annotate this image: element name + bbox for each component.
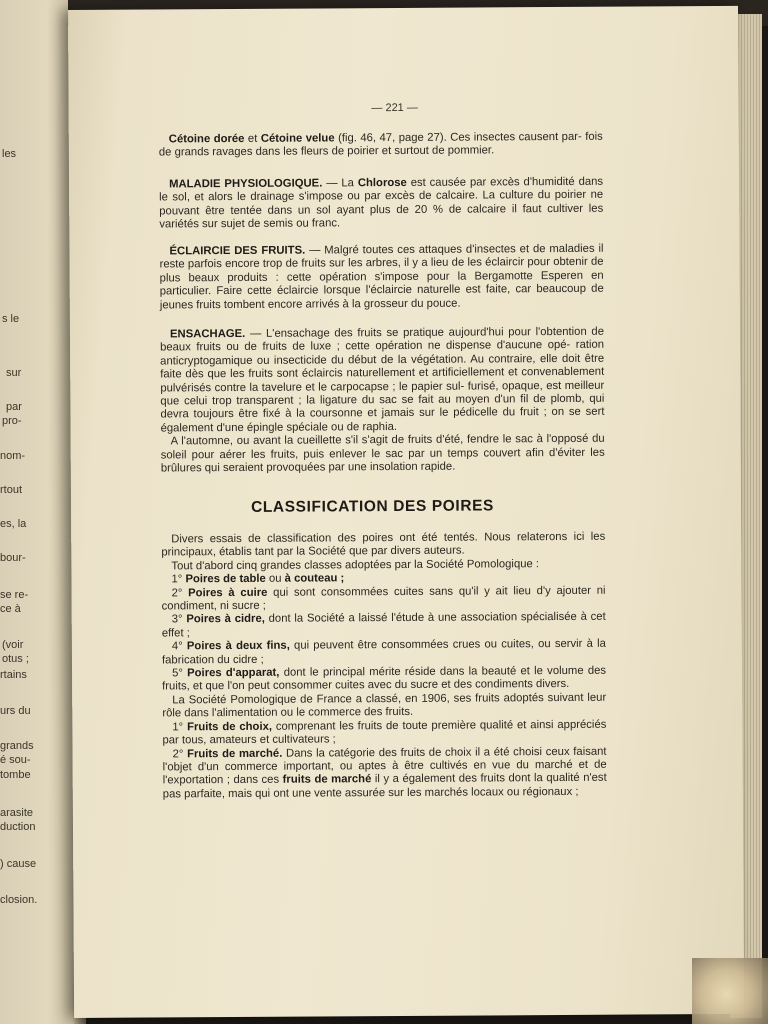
item-term: Poires à deux fins, <box>186 639 290 653</box>
item-text: dont la Société a laissé l'étude à une association spécialisée à cet effet ; <box>161 611 606 640</box>
ensachage-heading: ENSACHAGE. <box>169 327 246 341</box>
item-number: 4° <box>171 640 187 653</box>
item-term: Poires à cidre, <box>186 613 265 626</box>
class-item <box>162 665 606 695</box>
left-fragment: urs du <box>0 705 31 717</box>
left-fragment: es, la <box>0 518 27 530</box>
term-cetoine-doree: Cétoine dorée <box>168 132 245 146</box>
left-fragment: é sou- <box>0 754 31 766</box>
ensachage-paragraph-2: A l'automne, ou avant la cueillette s'il s'agit de fruits d'été, fendre le sac à l'opposé du soleil pour aérer les fruits, puis enlever le sac par un temps couvert afin d'éviter les brûlures qui seraient provoquées par une insolation rapide. <box>160 432 605 475</box>
left-fragment: grands <box>0 740 34 752</box>
intro-et: et <box>244 132 261 145</box>
item-mid: ou <box>265 572 285 586</box>
left-fragment: tombe <box>0 769 31 781</box>
left-fragment: par <box>6 401 22 413</box>
maladie-heading: MALADIE PHYSIOLOGIQUE. <box>169 177 323 191</box>
eclaircie-paragraph <box>159 243 603 313</box>
item-number: 2° <box>171 586 189 600</box>
classification-body <box>161 531 607 802</box>
left-fragment: pro- <box>2 415 22 427</box>
item-term-2: à couteau ; <box>284 572 345 585</box>
item-term: Fruits de choix, <box>187 720 273 733</box>
item-term: Fruits de marché. <box>187 747 283 760</box>
classification-classes-intro: Tout d'abord cinq grandes classes adoptées par la Société Pomologique : <box>171 557 540 573</box>
item-term: Poires de table <box>185 573 266 586</box>
left-fragment: sur <box>6 367 22 379</box>
item-text: dont le principal mérite réside dans la beauté et le volume des fruits, et que l'on peut consommer cuites avec du sucre et des condiments divers. <box>162 664 607 693</box>
item-number: 3° <box>171 613 187 626</box>
item-term: Poires d'apparat, <box>187 666 280 680</box>
item-text-2: il y a également des fruits dont la qualité n'est pas parfaite, mais qui ont une vente assurée sur les marchés locaux ou régionaux ; <box>162 772 607 801</box>
term-chlorose: Chlorose <box>357 176 407 190</box>
left-fragment: nom- <box>0 450 26 462</box>
intro-paragraph <box>159 131 603 161</box>
fruits-de-choix-item <box>162 718 606 748</box>
left-fragment: otus ; <box>2 653 29 665</box>
maladie-text: est causée par excès d'humidité dans le sol, et alors le drainage s'impose ou par excès de calcaire. La culture du poirier ne pouvant être tentée dans un sol ayant plus de 20 % de calcaire il faut cultiver les variétés sur sujet de semis ou franc. <box>159 175 604 231</box>
item-number: 1° <box>172 720 188 734</box>
maladie-paragraph <box>159 176 603 232</box>
item-number: 2° <box>172 747 188 760</box>
left-fragment: rtains <box>0 669 27 681</box>
left-fragment: s le <box>2 313 20 325</box>
left-fragment: les <box>2 148 17 160</box>
pomologique-1906-paragraph: La Société Pomologique de France a classé, en 1906, ses fruits adoptés suivant leur rôle dans l'alimentation ou le commerce des fruits. <box>162 691 607 720</box>
item-text: comprenant les fruits de toute première qualité et ainsi appréciés par tous, amateurs et cultivateurs ; <box>162 718 607 747</box>
class-item <box>162 584 606 614</box>
left-fragment: arasite <box>0 807 34 819</box>
left-fragment: ce à <box>0 603 21 615</box>
class-item <box>162 638 606 668</box>
class-item <box>162 611 606 641</box>
item-text: Dans la catégorie des fruits de choix il a été choisi ceux faisant l'objet d'un commerce important, ou aptes à être cultivés en vue du marché et de l'exportation ; dans ces <box>162 745 607 787</box>
page-number: — 221 — <box>371 101 418 115</box>
section-heading: CLASSIFICATION DES POIRES <box>250 497 495 516</box>
maladie-pre: — La <box>322 177 358 190</box>
left-fragment: ) cause <box>0 858 37 870</box>
left-fragment: se re- <box>0 589 29 601</box>
item-term: Poires à cuire <box>188 586 268 599</box>
item-number: 5° <box>172 667 188 680</box>
intro-text: (fig. 46, 47, page 27). Ces insectes causent par- fois de grands ravages dans les fleurs de poirier et surtout de pommier. <box>158 130 603 159</box>
left-fragment: (voir <box>2 639 24 651</box>
classification-intro: Divers essais de classification des poires ont été tentés. Nous relaterons ici les principaux, établis tant par la Société que par divers auteurs. <box>161 530 606 559</box>
left-fragment: rtout <box>0 484 23 496</box>
ensachage-paragraph <box>160 326 605 476</box>
book-page <box>68 6 744 1018</box>
ensachage-text: — L'ensachage des fruits se pratique aujourd'hui pour l'obtention de beaux fruits ou de fruits de luxe ; cette opération ne dispense d'aucune opé- ration anticryptogamique ou insecticide du début de la végétation. Au contraire, elle doit être faite dès que les fruits sont éclaircis naturellement et artificiellement et convenablement pulvérisés contre la tavelure et le carpocapse ; le papier sul- furisé, opaque, est meilleur que celui trop transparent ; la ligature du sac se fait au moyen d'un fil de plomb, qui devra toujours être fixé à la coursonne et jamais sur le pédicelle du fruit ; on se sert également d'une épingle spéciale ou de raphia. <box>160 325 605 435</box>
left-fragment: duction <box>0 821 36 833</box>
item-text: qui peuvent être consommées crues ou cuites, ou servir à la fabrication du cidre ; <box>161 637 606 667</box>
left-fragment: closion. <box>0 894 38 906</box>
item-number: 1° <box>171 573 186 586</box>
item-text: qui sont consommées cuites sans qu'il y ait lieu d'y ajouter ni condiment, ni sucre ; <box>161 584 606 613</box>
term-cetoine-velue: Cétoine velue <box>260 132 335 145</box>
thumb-corner <box>692 958 768 1024</box>
item-term-2: fruits de marché <box>282 773 372 787</box>
eclaircie-heading: ÉCLAIRCIE DES FRUITS. <box>169 244 306 258</box>
fruits-de-marche-item <box>163 745 607 801</box>
left-fragment: bour- <box>0 552 26 564</box>
eclaircie-text: — Malgré toutes ces attaques d'insectes et de maladies il reste parfois encore trop de fruits sur les arbres, il y a lieu de les éclaircir pour obtenir de plus beaux produits : cette opération s'impose pour la Bergamotte Esperen en particulier. Faire cette éclaircie lorsque l'éclaircie naturelle est faite, car beaucoup de jeunes fruits tombent encore arrivés à la grosseur du pouce. <box>159 242 604 312</box>
